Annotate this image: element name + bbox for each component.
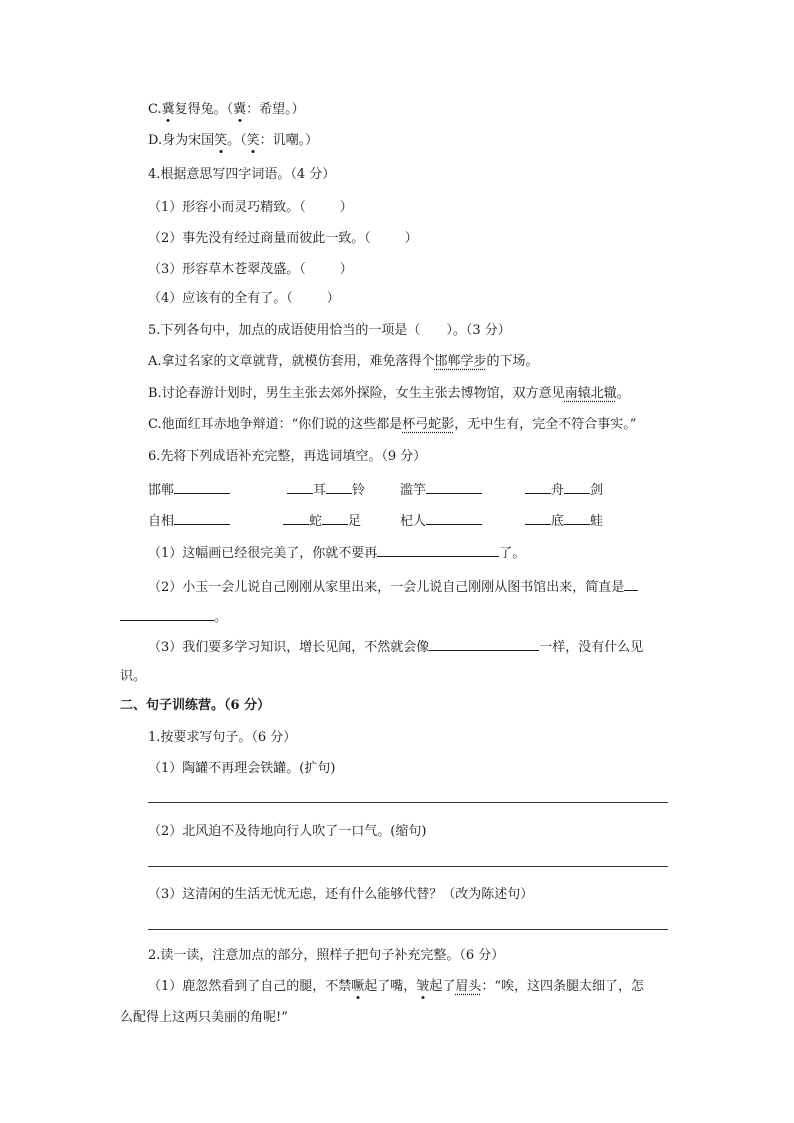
dotted-char: 笑 [246,133,260,148]
paren-close: ） [339,262,353,277]
answer-line[interactable] [148,802,668,803]
option-text: B.讨论春游计划时，男生主张去郊外探险，女生主张去博物馆，双方意见 [148,386,565,401]
idiom-part: 蛙 [590,514,604,529]
idiom-part: 滥竽 [400,483,427,498]
option-c [148,100,305,120]
idiom-part: 蛇 [309,514,323,529]
q4-item-3 [148,260,353,280]
option-text: 的下场。 [486,354,539,369]
sentence-text: ：“唉，这四条腿太细了，怎 [481,979,645,994]
idiom-3 [400,479,482,501]
dotted-idiom: 杯弓蛇影 [402,417,455,432]
item-text: （2）事先没有经过商量而彼此一致。（ [148,231,371,246]
idiom-part: 剑 [590,483,604,498]
option-text: 身为宋国 [162,133,215,148]
q6-sentence-3-cont: 识。 [120,669,147,684]
sentence-text: （1）这幅画已经很完美了，你就不要再 [148,546,378,561]
q4-item-4 [148,289,340,309]
sentence-text: 起了嘴， [364,979,417,994]
idiom-part: 铃 [352,483,366,498]
dotted-char: 笑 [214,133,228,148]
option-text: 复得兔。（ [174,102,234,117]
q5-option-c [148,415,636,435]
idiom-6 [283,510,361,532]
section-2-heading: 二、句子训练营。（6 分） [120,698,271,713]
idiom-2 [287,479,365,501]
idiom-part: 自相 [148,514,175,529]
dotted-char: 噘 [351,979,365,994]
option-text: ，无中生有，完全不符合事实。” [454,417,637,432]
s2-q2-item-1 [148,977,644,997]
sentence-text: （2）小玉一会儿说自己刚刚从家里出来，一会儿说自己刚刚从图书馆出来，简直是 [148,580,625,595]
item-text: （1）形容小而灵巧精致。（ [148,200,306,215]
sentence-text: （3）我们要多学习知识，增长见闻，不然就会像 [148,640,430,655]
idiom-part: 邯郸 [148,483,175,498]
q6-sentence-2 [148,576,638,598]
q6-sentence-3 [148,636,643,658]
q6-stem: 6.先将下列成语补充完整，再选词填空。（9 分） [148,449,427,464]
option-d [148,131,318,151]
sentence-text: 起了 [429,979,456,994]
idiom-7 [400,510,482,532]
paren-close: ） [404,231,418,246]
sentence-text: 了。 [499,546,526,561]
dotted-idiom: 南辕北辙 [564,386,617,401]
dotted-idiom: 邯郸学步 [434,354,487,369]
s2-q2-item-1-cont: 么配得上这两只美丽的角呢!” [120,1010,288,1025]
paren-close: ） [339,200,353,215]
s2-q1-item-3: （3）这清闲的生活无忧无虑，还有什么能够代替？（改为陈述句） [148,887,534,902]
q5-option-b [148,384,630,404]
s2-q1-item-2: （2）北风迫不及待地向行人吹了一口气。(缩句) [148,824,427,839]
dotted-char: 皱 [416,979,430,994]
idiom-part: 舟 [551,483,565,498]
q4-stem: 4.根据意思写四字词语。（4 分） [148,167,336,182]
s2-q2-stem: 2.读一读，注意加点的部分，照样子把句子补充完整。（6 分） [148,948,505,963]
idiom-part: 耳 [313,483,327,498]
option-label: C. [148,102,162,117]
option-text: ：讥嘲。） [259,133,319,148]
idiom-4 [525,479,603,501]
s2-q1-stem: 1.按要求写句子。（6 分） [148,730,297,745]
option-text: A.拿过名家的文章就背，就模仿套用，难免落得个 [148,354,435,369]
item-text: （3）形容草木苍翠茂盛。（ [148,262,306,277]
sentence-text: 。 [214,610,228,625]
paren-close: ） [326,291,340,306]
q4-item-2 [148,229,418,249]
option-label: D. [148,133,163,148]
option-text: C.他面红耳赤地争辩道：“你们说的这些都是 [148,417,403,432]
q6-sentence-1 [148,542,525,564]
dotted-char: 冀 [161,102,175,117]
idiom-part: 足 [348,514,362,529]
answer-line[interactable] [148,929,668,930]
item-text: （4）应该有的全有了。（ [148,291,293,306]
s2-q1-item-1: （1）陶罐不再理会铁罐。(扩句) [148,761,336,776]
option-text: 。 [616,386,630,401]
idiom-8 [525,510,603,532]
dotted-word: 眉头 [455,979,482,994]
dotted-char: 冀 [233,102,247,117]
sentence-text: （1）鹿忽然看到了自己的腿，不禁 [148,979,352,994]
q6-sentence-2-cont [120,606,227,628]
idiom-5 [148,510,230,532]
option-text: ：希望。） [246,102,305,117]
q4-item-1 [148,198,353,218]
answer-line[interactable] [148,866,668,867]
idiom-part: 底 [551,514,565,529]
q5-option-a [148,352,539,372]
q5-stem: 5.下列各句中，加点的成语使用恰当的一项是（ ）。（3 分） [148,323,511,338]
idiom-1 [148,479,230,501]
idiom-part: 杞人 [400,514,427,529]
sentence-text: 一样，没有什么见 [539,640,644,655]
option-text: 。（ [227,133,247,148]
